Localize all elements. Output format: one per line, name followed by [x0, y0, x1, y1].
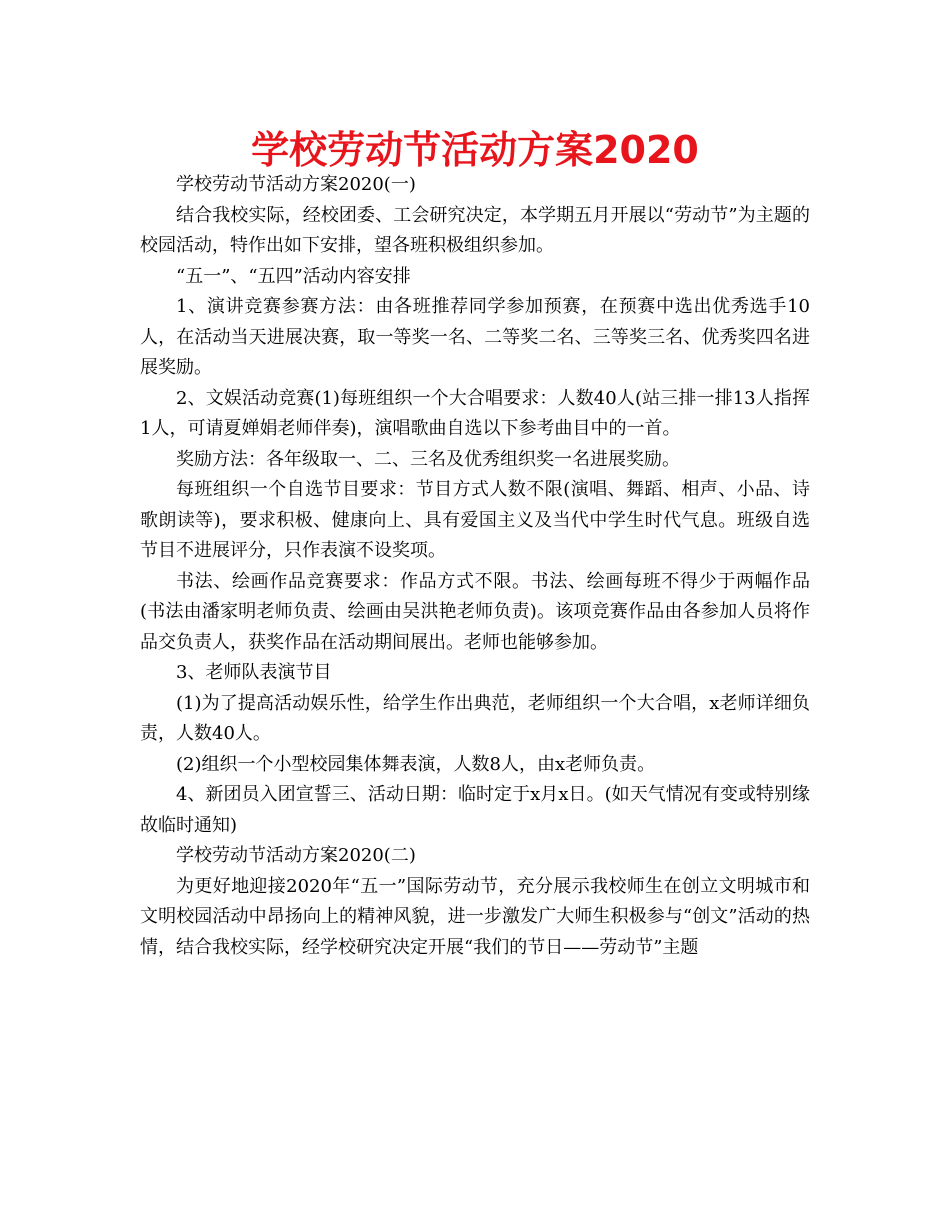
paragraph: 学校劳动节活动方案2020(一): [176, 174, 416, 195]
paragraph: 3、老师队表演节目: [176, 662, 332, 683]
paragraph: (1)为了提高活动娱乐性，给学生作出典范，老师组织一个大合唱，x老师详细负责，人数40人。: [140, 692, 810, 744]
paragraph: 结合我校实际，经校团委、工会研究决定，本学期五月开展以“劳动节”为主题的校园活动，特作出如下安排，望各班积极组织参加。: [140, 204, 810, 256]
document-title: 学校劳动节活动方案2020: [251, 128, 699, 172]
paragraph: 学校劳动节活动方案2020(二): [176, 845, 416, 866]
paragraph: 为更好地迎接2020年“五一”国际劳动节，充分展示我校师生在创立文明城市和文明校园活动中昂扬向上的精神风貌，进一步激发广大师生积极参与“创文”活动的热情，结合我校实际，经学校研究决定开展“我们的节日——劳动节”主题: [140, 875, 810, 958]
paragraph: “五一”、“五四”活动内容安排: [176, 265, 411, 287]
paragraph: 1、演讲竞赛参赛方法：由各班推荐同学参加预赛，在预赛中选出优秀选手10人，在活动当天进展决赛，取一等奖一名、二等奖二名、三等奖三名、优秀奖四名进展奖励。: [140, 296, 810, 378]
paragraph: 2、文娱活动竞赛(1)每班组织一个大合唱要求：人数40人(站三排一排13人指挥1人，可请夏婵娟老师伴奏)，演唱歌曲自选以下参考曲目中的一首。: [140, 387, 810, 439]
paragraph: (2)组织一个小型校园集体舞表演，人数8人，由x老师负责。: [176, 753, 656, 775]
paragraph: 书法、绘画作品竞赛要求：作品方式不限。书法、绘画每班不得少于两幅作品(书法由潘家明老师负责、绘画由吴洪艳老师负责)。该项竞赛作品由各参加人员将作品交负责人，获奖作品在活动期间展出。老师也能够参加。: [140, 570, 810, 653]
document-body: [140, 170, 810, 963]
paragraph: 奖励方法：各年级取一、二、三名及优秀组织奖一名进展奖励。: [176, 448, 680, 470]
paragraph: 4、新团员入团宣誓三、活动日期：临时定于x月x日。(如天气情况有变或特别缘故临时通知): [140, 784, 810, 836]
paragraph: 每班组织一个自选节目要求：节目方式人数不限(演唱、舞蹈、相声、小品、诗歌朗读等)，要求积极、健康向上、具有爱国主义及当代中学生时代气息。班级自选节目不进展评分，只作表演不设奖项。: [140, 479, 810, 561]
